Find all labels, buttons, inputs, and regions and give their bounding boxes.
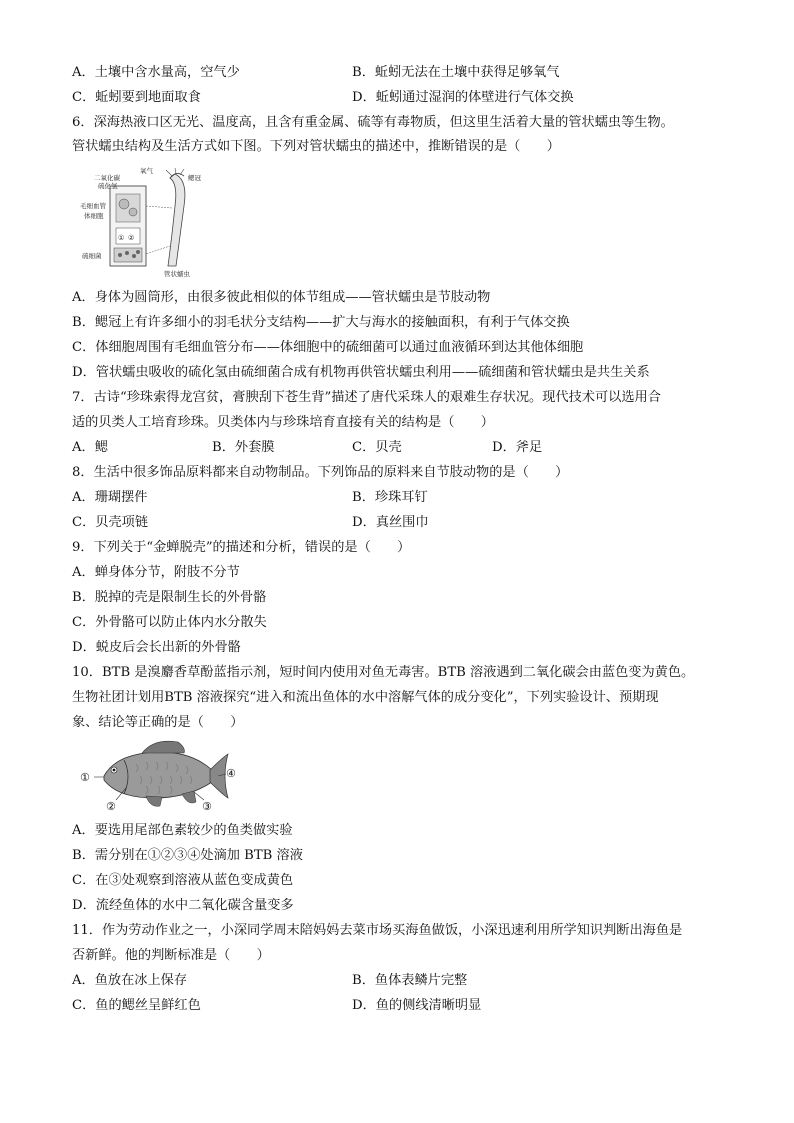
q8-row-2 — [72, 514, 429, 532]
label-body-cell: 体细胞 — [84, 212, 104, 220]
q11-row-2 — [72, 997, 482, 1015]
q7-options — [72, 439, 722, 457]
q8-option-a: A．珊瑚摆件 — [72, 490, 148, 505]
tube-worm-figure — [80, 166, 210, 278]
q11-stem-line-1: 11．作为劳动作业之一，小深同学周末陪妈妈去菜市场买海鱼做饭，小深迅速利用所学知识判断出海鱼是 — [72, 923, 683, 938]
q5-row-1 — [72, 64, 560, 82]
q7-option-b: B．外套膜 — [212, 440, 275, 455]
q7-option-a: A．鳃 — [72, 440, 108, 455]
label-sulfur-bacteria: 硫细菌 — [82, 252, 102, 260]
label-marker-2: ② — [128, 234, 135, 242]
q6-option-d: D．管状蠕虫吸收的硫化氢由硫细菌合成有机物再供管状蠕虫利用——硫细菌和管状蠕虫是共生关系 — [72, 365, 650, 380]
q9-stem: 9．下列关于“金蝉脱壳”的描述和分析，错误的是（ ） — [72, 540, 411, 555]
q7-option-d: D．斧足 — [492, 440, 543, 455]
fish-marker-1: ① — [80, 771, 90, 784]
fish-marker-2: ② — [106, 800, 116, 812]
label-oxygen: 氧气 — [140, 167, 153, 175]
q10-option-c: C．在③处观察到溶液从蓝色变成黄色 — [72, 873, 294, 888]
q11-stem-line-2: 否新鲜。他的判断标准是（ ） — [72, 948, 270, 963]
q8-option-c: C．贝壳项链 — [72, 515, 149, 530]
q8-row-1 — [72, 489, 428, 507]
label-capillary: 毛细血管 — [80, 202, 106, 210]
q8-stem: 8．生活中很多饰品原料都来自动物制品。下列饰品的原料来自节肢动物的是（ ） — [72, 465, 569, 480]
q10-stem-line-2: 生物社团计划用BTB 溶液探究“进入和流出鱼体的水中溶解气体的成分变化”，下列实验设计、预期现 — [72, 690, 659, 705]
q6-option-c: C．体细胞周围有毛细血管分布——体细胞中的硫细菌可以通过血液循环到达其他体细胞 — [72, 340, 584, 355]
label-h2s: 硫化氢 — [98, 182, 118, 190]
q5-option-b: B．蚯蚓无法在土壤中获得足够氧气 — [352, 65, 560, 80]
q11-option-c: C．鱼的鳃丝呈鲜红色 — [72, 998, 201, 1013]
q8-option-d: D．真丝围巾 — [352, 515, 429, 530]
q11-option-b: B．鱼体表鳞片完整 — [352, 973, 468, 988]
q10-option-d: D．流经鱼体的水中二氧化碳含量变多 — [72, 898, 294, 913]
q10-option-b: B．需分别在①②③④处滴加 BTB 溶液 — [72, 848, 303, 863]
label-tube-worm: 管状蠕虫 — [164, 270, 190, 278]
q7-stem-line-1: 7．古诗“珍珠索得龙宫贫，膏腴刮下苍生背”描述了唐代采珠人的艰难生存状况。现代技术可以选用合 — [72, 390, 661, 405]
q6-option-a: A．身体为圆筒形，由很多彼此相似的体节组成——管状蠕虫是节肢动物 — [72, 290, 491, 305]
q10-stem-line-1: 10．BTB 是溴麝香草酚蓝指示剂，短时间内使用对鱼无毒害。BTB 溶液遇到二氧化碳会由蓝色变为黄色。 — [72, 665, 695, 680]
q5-row-2 — [72, 89, 574, 107]
q9-option-a: A．蝉身体分节，附肢不分节 — [72, 565, 240, 580]
q8-option-b: B．珍珠耳钉 — [352, 490, 428, 505]
label-gill: 鳃冠 — [188, 174, 201, 182]
q9-option-d: D．蜕皮后会长出新的外骨骼 — [72, 640, 241, 655]
fish-marker-4: ④ — [226, 767, 236, 780]
q11-row-1 — [72, 972, 468, 990]
q11-option-d: D．鱼的侧线清晰明显 — [352, 998, 482, 1013]
q6-stem-line-2: 管状蠕虫结构及生活方式如下图。下列对管状蠕虫的描述中，推断错误的是（ ） — [72, 139, 560, 154]
q11-option-a: A．鱼放在冰上保存 — [72, 973, 188, 988]
q6-option-b: B．鳃冠上有许多细小的羽毛状分支结构——扩大与海水的接触面积，有利于气体交换 — [72, 315, 570, 330]
label-co2: 二氧化碳 — [94, 174, 120, 182]
q5-option-c: C．蚯蚓要到地面取食 — [72, 90, 201, 105]
q9-option-c: C．外骨骼可以防止体内水分散失 — [72, 615, 267, 630]
label-marker-1: ① — [118, 234, 125, 242]
fish-marker-3: ③ — [202, 800, 212, 812]
q7-option-c: C．贝壳 — [352, 440, 402, 455]
fish-figure — [76, 736, 246, 812]
q5-option-a: A．土壤中含水量高，空气少 — [72, 65, 240, 80]
q10-stem-line-3: 象、结论等正确的是（ ） — [72, 715, 244, 730]
q9-option-b: B．脱掉的壳是限制生长的外骨骼 — [72, 590, 267, 605]
q5-option-d: D．蚯蚓通过湿润的体壁进行气体交换 — [352, 90, 574, 105]
q10-option-a: A．要选用尾部色素较少的鱼类做实验 — [72, 823, 293, 838]
q7-stem-line-2: 适的贝类人工培育珍珠。贝类体内与珍珠培育直接有关的结构是（ ） — [72, 415, 494, 430]
q6-stem-line-1: 6．深海热液口区无光、温度高，且含有重金属、硫等有毒物质，但这里生活着大量的管状蠕虫等生物。 — [72, 115, 674, 130]
